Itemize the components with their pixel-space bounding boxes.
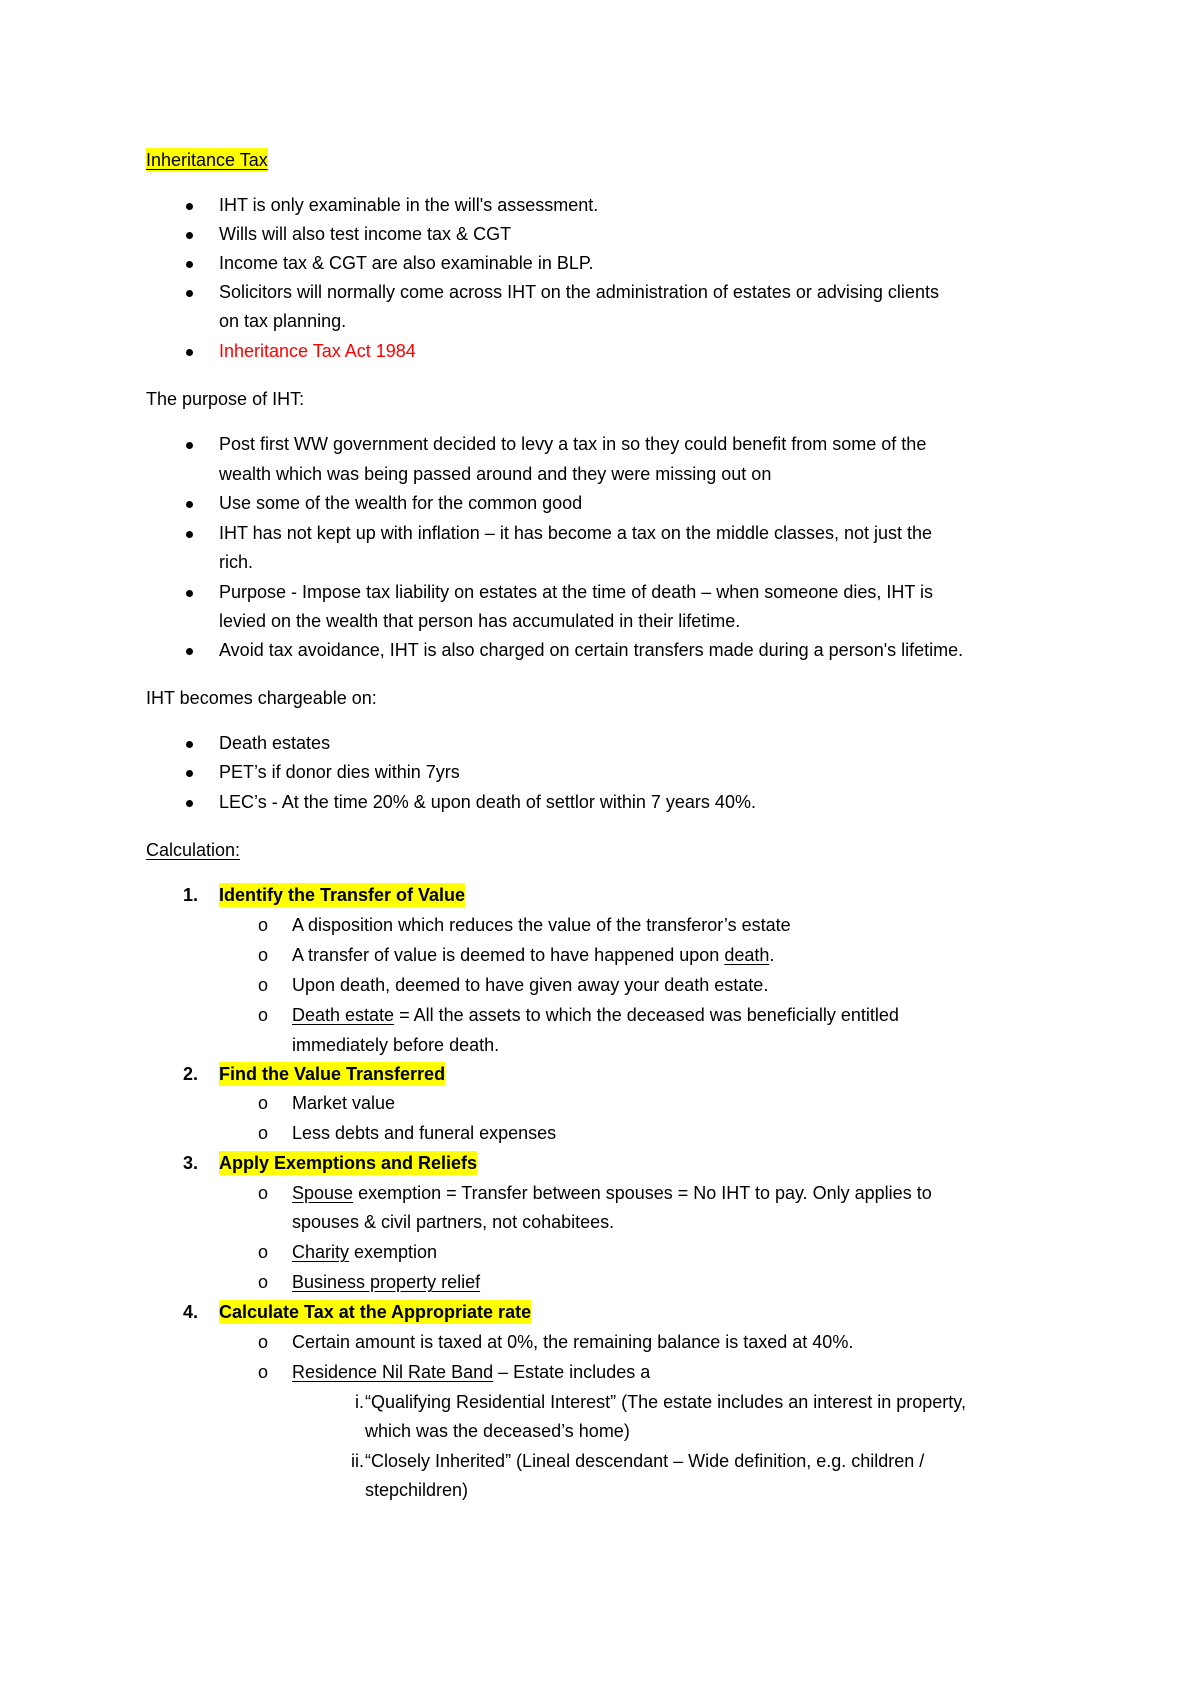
section-heading: The purpose of IHT:	[146, 389, 305, 409]
bullet-icon	[169, 760, 209, 784]
bullet-icon	[169, 731, 209, 755]
circle-bullet-icon: o	[258, 945, 269, 965]
list-item-text: wealth which was being passed around and they were missing out on	[219, 464, 772, 484]
list-item-text: Use some of the wealth for the common good	[219, 493, 583, 513]
underlined-term: Death estate	[292, 1005, 395, 1025]
sub-list-item-text: Upon death, deemed to have given away your death estate.	[292, 975, 769, 995]
text-run: exemption	[349, 1242, 438, 1262]
step-number: 2.	[183, 1064, 199, 1084]
sub-list-item-text	[292, 1240, 437, 1264]
step-title: Identify the Transfer of Value	[219, 885, 466, 905]
bullet-icon	[169, 638, 209, 662]
list-item-text: levied on the wealth that person has accumulated in their lifetime.	[219, 611, 741, 631]
list-item-text: Solicitors will normally come across IHT on the administration of estates or advising clients	[219, 282, 939, 302]
roman-list-item-text: stepchildren)	[365, 1480, 469, 1500]
text-run: – Estate includes a	[493, 1362, 651, 1382]
bullet-icon	[169, 521, 209, 545]
sub-list-item-text	[292, 943, 774, 967]
section-heading: IHT becomes chargeable on:	[146, 688, 377, 708]
bullet-icon	[169, 580, 209, 604]
roman-list-item-text: which was the deceased’s home)	[365, 1421, 630, 1441]
circle-bullet-icon: o	[258, 1272, 269, 1292]
step-number: 3.	[183, 1153, 199, 1173]
circle-bullet-icon: o	[258, 1362, 269, 1382]
sub-list-item-text: Market value	[292, 1093, 396, 1113]
bullet-icon	[169, 251, 209, 275]
sub-list-item-text: spouses & civil partners, not cohabitees.	[292, 1212, 615, 1232]
list-item-text: Avoid tax avoidance, IHT is also charged on certain transfers made during a person's lifetime.	[219, 640, 964, 660]
text-run: .	[769, 945, 775, 965]
text-run: exemption = Transfer between spouses = No IHT to pay. Only applies to	[353, 1183, 932, 1203]
bullet-icon	[169, 339, 209, 363]
bullet-icon	[169, 280, 209, 304]
text-run: = All the assets to which the deceased was beneficially entitled	[394, 1005, 899, 1025]
sub-list-item-text	[292, 1181, 932, 1205]
roman-list-item-text: “Qualifying Residential Interest” (The estate includes an interest in property,	[365, 1392, 966, 1412]
list-item-text: Purpose - Impose tax liability on estates at the time of death – when someone dies, IHT is	[219, 582, 934, 602]
sub-list-item-text	[292, 1003, 899, 1027]
circle-bullet-icon: o	[258, 1242, 269, 1262]
sub-list-item-text: immediately before death.	[292, 1035, 500, 1055]
bullet-icon	[169, 222, 209, 246]
circle-bullet-icon: o	[258, 1005, 269, 1025]
underlined-term: Spouse	[292, 1183, 354, 1203]
bullet-icon	[169, 491, 209, 515]
list-item-text: on tax planning.	[219, 311, 347, 331]
circle-bullet-icon: o	[258, 915, 269, 935]
list-item-text: Wills will also test income tax & CGT	[219, 224, 512, 244]
circle-bullet-icon: o	[258, 1123, 269, 1143]
underlined-term: Residence Nil Rate Band	[292, 1362, 494, 1382]
sub-list-item-text: Less debts and funeral expenses	[292, 1123, 557, 1143]
step-number: 1.	[183, 885, 199, 905]
calculation-heading: Calculation:	[146, 840, 241, 860]
roman-list-item-text: “Closely Inherited” (Lineal descendant – Wide definition, e.g. children /	[365, 1451, 925, 1471]
list-item-text: LEC’s - At the time 20% & upon death of settlor within 7 years 40%.	[219, 792, 756, 812]
roman-numeral: i.	[355, 1392, 364, 1412]
list-item-text: Income tax & CGT are also examinable in BLP.	[219, 253, 594, 273]
text-run: A transfer of value is deemed to have happened upon	[292, 945, 725, 965]
list-item-text: Post first WW government decided to levy a tax in so they could benefit from some of the	[219, 434, 927, 454]
bullet-icon	[169, 790, 209, 814]
underlined-term: Charity	[292, 1242, 350, 1262]
list-item-text: IHT is only examinable in the will's assessment.	[219, 195, 599, 215]
step-number: 4.	[183, 1302, 199, 1322]
circle-bullet-icon: o	[258, 1093, 269, 1113]
sub-list-item-text	[292, 1360, 650, 1384]
step-title: Find the Value Transferred	[219, 1064, 446, 1084]
bullet-icon	[169, 432, 209, 456]
step-title: Apply Exemptions and Reliefs	[219, 1153, 478, 1173]
sub-list-item-text: Certain amount is taxed at 0%, the remaining balance is taxed at 40%.	[292, 1332, 854, 1352]
list-item-text: rich.	[219, 552, 254, 572]
document-title: Inheritance Tax	[146, 150, 268, 170]
list-item-text: IHT has not kept up with inflation – it has become a tax on the middle classes, not just the	[219, 523, 933, 543]
circle-bullet-icon: o	[258, 1332, 269, 1352]
step-title: Calculate Tax at the Appropriate rate	[219, 1302, 532, 1322]
list-item-text: PET’s if donor dies within 7yrs	[219, 762, 460, 782]
bullet-icon	[169, 193, 209, 217]
sub-list-item-text: A disposition which reduces the value of the transferor’s estate	[292, 915, 791, 935]
underlined-term: Business property relief	[292, 1272, 481, 1292]
roman-numeral: ii.	[351, 1451, 364, 1471]
statute-reference: Inheritance Tax Act 1984	[219, 341, 416, 361]
list-item-text: Death estates	[219, 733, 331, 753]
circle-bullet-icon: o	[258, 1183, 269, 1203]
circle-bullet-icon: o	[258, 975, 269, 995]
underlined-term: death	[724, 945, 770, 965]
